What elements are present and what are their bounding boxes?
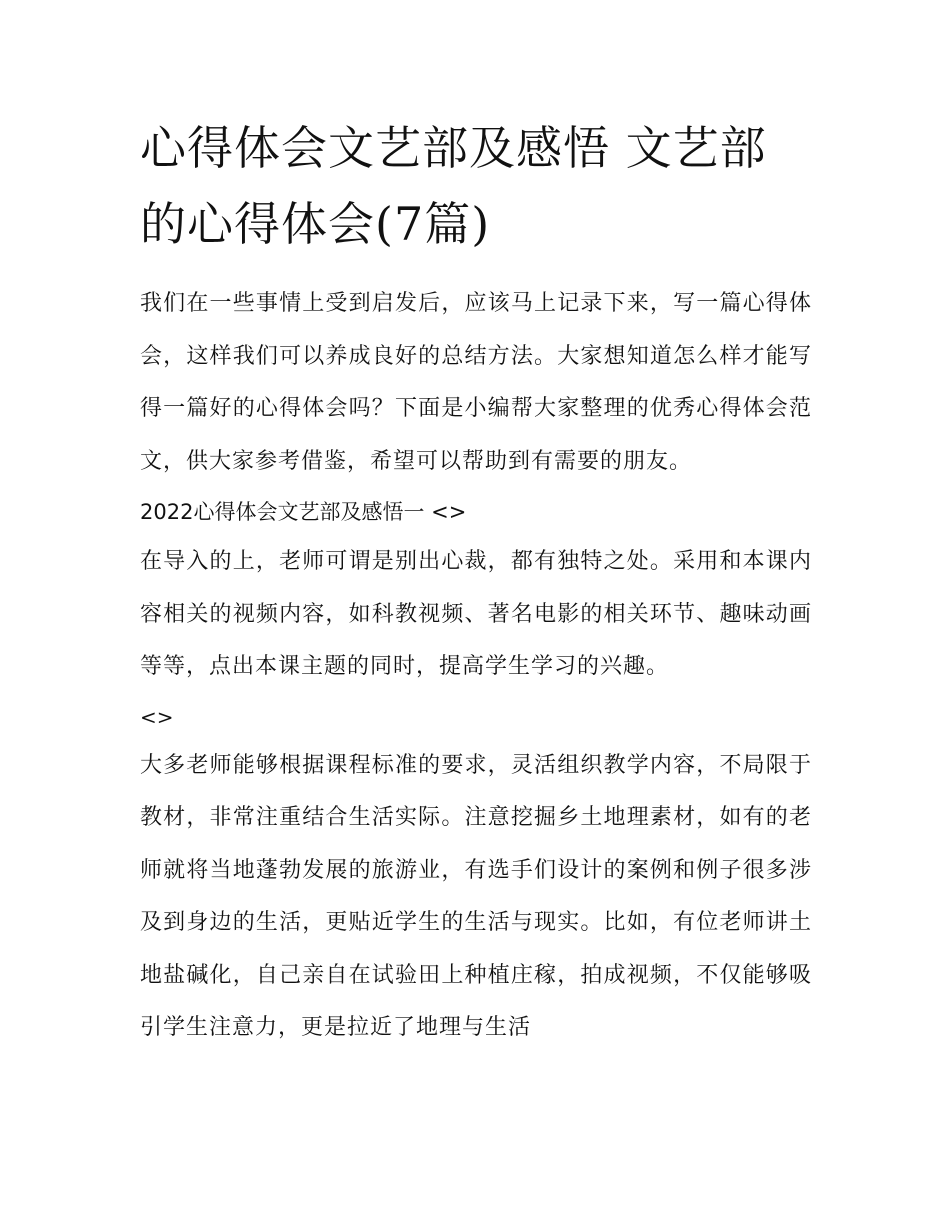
body-paragraph-2: 大多老师能够根据课程标准的要求，灵活组织教学内容，不局限于教材，非常注重结合生活实际。注意挖掘乡土地理素材，如有的老师就将当地蓬勃发展的旅游业，有选手们设计的案例和例子很多涉及到身边的生活，更贴近学生的生活与现实。比如，有位老师讲土地盐碱化，自己亲自在试验田上种植庄稼，拍成视频，不仅能够吸引学生注意力，更是拉近了地理与生活 bbox=[140, 752, 812, 1040]
document-body bbox=[140, 110, 812, 1055]
intro-paragraph: 我们在一些事情上受到启发后，应该马上记录下来，写一篇心得体会，这样我们可以养成良好的总结方法。大家想知道怎么样才能写得一篇好的心得体会吗？下面是小编帮大家整理的优秀心得体会范文，供大家参考借鉴，希望可以帮助到有需要的朋友。 bbox=[140, 291, 812, 474]
body-paragraph-1: 在导入的上，老师可谓是别出心裁，都有独特之处。采用和本课内容相关的视频内容，如科教视频、著名电影的相关环节、趣味动画等等，点出本课主题的同时，提高学生学习的兴趣。 bbox=[140, 549, 812, 679]
section-heading: 2022心得体会文艺部及感悟一 <> bbox=[140, 500, 467, 524]
marker-text: <> bbox=[140, 704, 174, 729]
document-title: 心得体会文艺部及感悟 文艺部的心得体会(7篇) bbox=[140, 121, 767, 251]
